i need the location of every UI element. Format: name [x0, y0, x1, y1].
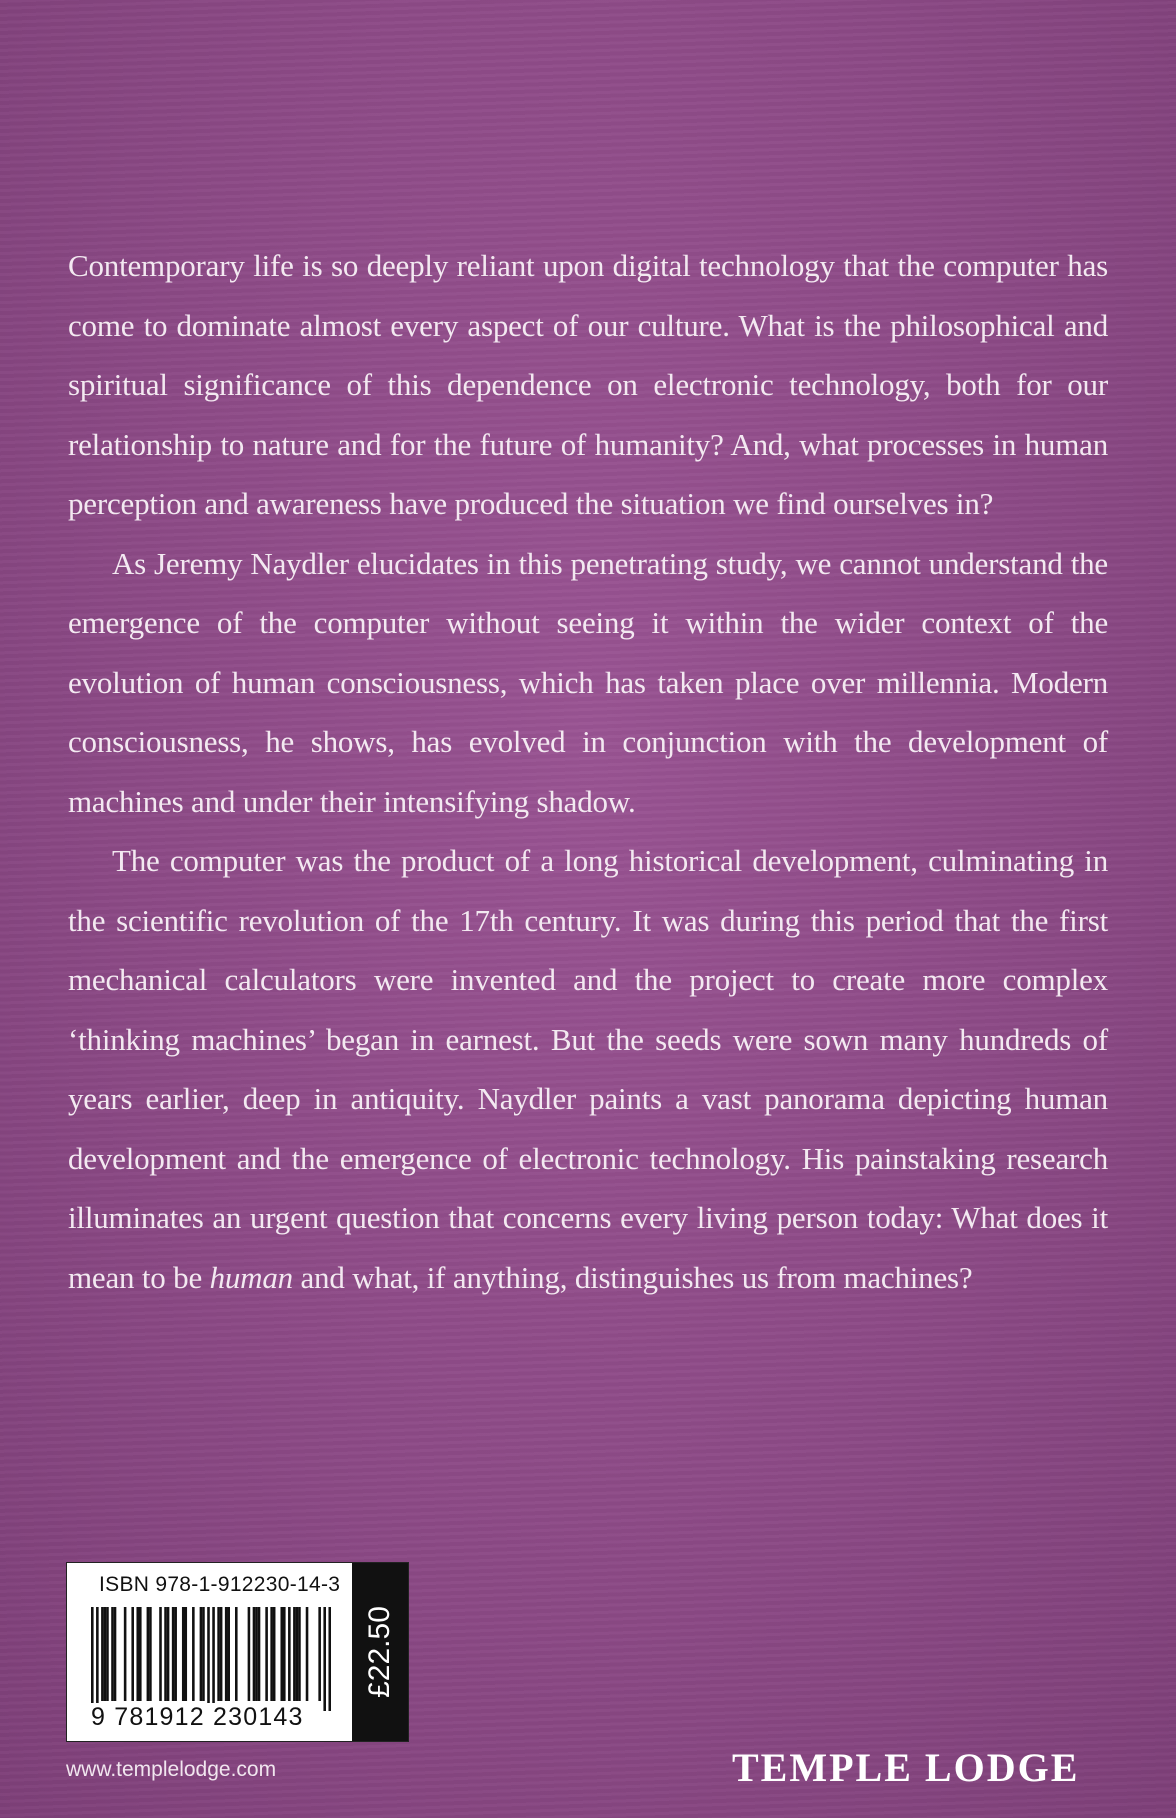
barcode-bar	[265, 1607, 268, 1701]
isbn-label: ISBN 978-1-912230-14-3	[99, 1573, 341, 1596]
blurb-text	[68, 236, 1108, 1307]
barcode-digits: 9 781912 230143	[91, 1703, 304, 1731]
barcode-bar	[200, 1607, 203, 1701]
barcode-image	[91, 1607, 331, 1711]
barcode-bar	[207, 1607, 210, 1711]
barcode-bar	[235, 1607, 238, 1701]
barcode-bar	[106, 1607, 109, 1701]
barcode-bar	[136, 1607, 139, 1701]
blurb-paragraph-3	[68, 831, 1108, 1307]
barcode-bar	[159, 1607, 162, 1701]
barcode-bar	[248, 1607, 251, 1701]
barcode-bar	[270, 1607, 273, 1701]
barcode-bar	[167, 1607, 170, 1701]
barcode-bar	[149, 1607, 152, 1701]
barcode-bar	[202, 1607, 205, 1701]
blurb-paragraph-3-start: The computer was the product of a long historical development, culminating in the scientific revolution of the 17th century. It was during this period that the first mechanical calculators were invented and the project to create more complex ‘thinking machines’ began in earnest. But the seeds were sown many hundreds of years earlier, deep in antiquity. Naydler paints a vast panorama depicting human development and the emergence of electronic technology. His painstaking research illuminates an urgent question that concerns every living person today: What does it mean to be	[68, 843, 1108, 1295]
barcode-bar	[227, 1607, 230, 1701]
barcode-bar	[114, 1607, 117, 1701]
barcode-bar	[139, 1607, 142, 1701]
barcode-bar	[323, 1607, 326, 1711]
barcode-bar	[104, 1607, 107, 1701]
publisher-logo: TEMPLE LODGE	[732, 1745, 1080, 1790]
barcode-bar	[174, 1607, 177, 1701]
barcode-bar	[298, 1607, 301, 1701]
blurb-paragraph-3-end: and what, if anything, distinguishes us from machines?	[292, 1259, 973, 1295]
barcode-bar	[220, 1607, 223, 1701]
barcode-bar	[164, 1607, 167, 1701]
blurb-paragraph-2: As Jeremy Naydler elucidates in this penetrating study, we cannot understand the emergence of the computer without seeing it within the wider context of the evolution of human consciousness, which has taken place over millennia. Modern consciousness, he shows, has evolved in conjunction with the development of machines and under their intensifying shadow.	[68, 545, 1108, 819]
publisher-website: www.templelodge.com	[66, 1758, 277, 1781]
price-strip	[352, 1563, 408, 1741]
barcode-bar	[328, 1607, 331, 1711]
barcode-bar	[124, 1607, 127, 1701]
barcode-bar	[192, 1607, 195, 1701]
barcode-bar	[101, 1607, 104, 1701]
barcode-bar	[111, 1607, 114, 1701]
barcode-bar	[96, 1607, 99, 1711]
barcode-bar	[212, 1607, 215, 1711]
blurb-paragraph-1: Contemporary life is so deeply reliant upon digital technology that the computer has come to dominate almost every aspect of our culture. What is the philosophical and spiritual significance of this dependence on electronic technology, both for our relationship to nature and for the future of humanity? And, what processes in human perception and awareness have produced the situation we find ourselves in?	[68, 248, 1108, 521]
barcode-bar	[91, 1607, 94, 1711]
barcode-bar	[258, 1607, 261, 1701]
barcode-bar	[225, 1607, 228, 1701]
barcode-bar	[182, 1607, 185, 1701]
barcode-bar	[283, 1607, 286, 1701]
barcode-bar	[184, 1607, 187, 1701]
price-label: £22.50	[363, 1606, 396, 1698]
barcode-bar	[255, 1607, 258, 1701]
barcode-bar	[172, 1607, 175, 1701]
barcode-bar	[131, 1607, 134, 1701]
barcode-bar	[253, 1607, 256, 1701]
barcode-bar	[293, 1607, 296, 1701]
barcode-bar	[280, 1607, 283, 1701]
barcode-bar	[296, 1607, 299, 1701]
barcode-bar	[318, 1607, 321, 1701]
barcode-bar	[147, 1607, 150, 1701]
barcode-bar	[306, 1607, 309, 1701]
barcode-box	[66, 1562, 409, 1742]
barcode-bar	[217, 1607, 220, 1701]
barcode-bar	[273, 1607, 276, 1701]
emphasis-human: human	[209, 1259, 293, 1295]
barcode-bar	[288, 1607, 291, 1701]
